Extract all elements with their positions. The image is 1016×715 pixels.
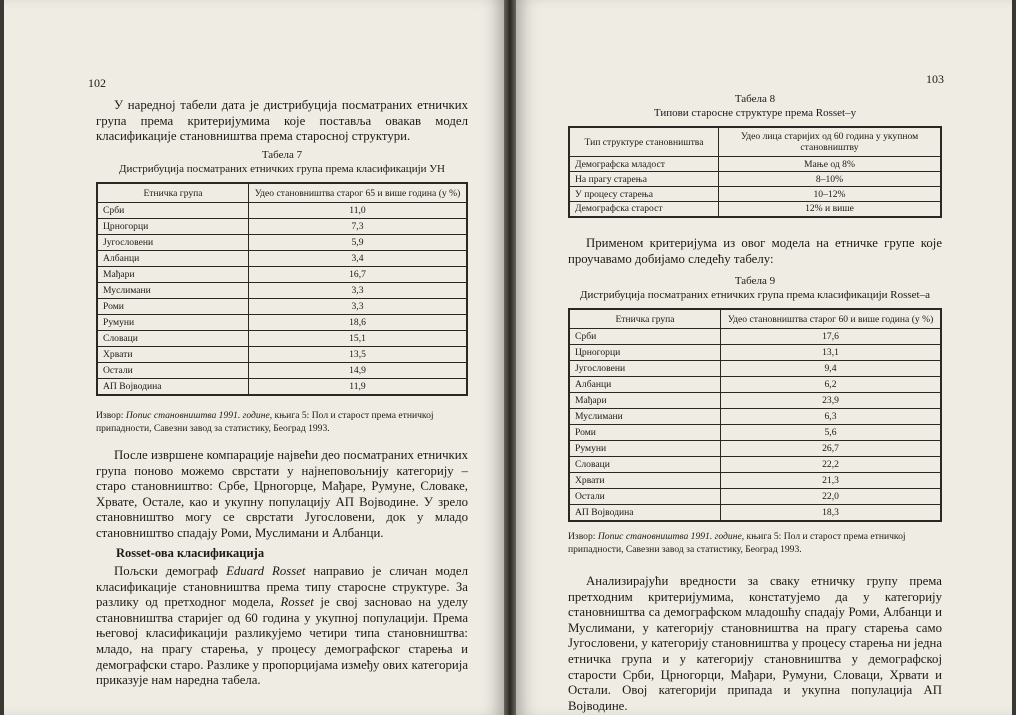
row-label: Срби [97, 203, 249, 219]
column-header: Удео становништва старог 60 и више година (у %) [721, 309, 942, 329]
paragraph: Анализирајући вредности за сваку етничку групу према претходним критеријумима, констатујемо да у категорију становништва са демографском младошћу спадају Роми, Албанци и Муслимани, у категорију становништва на прагу старења само Југословени, у категорију становништва у процесу старења ни једна етничка група и у категорију становништва у демографској старости Срби, Црногорци, Мађари, Румуни, Словаци, Хрвати и Остали. Овој категорији припада и укупна популација АП Војводине. [568, 574, 942, 713]
table-row [97, 251, 467, 267]
row-value: 13,5 [249, 347, 468, 363]
row-value: 9,4 [721, 361, 942, 377]
row-label: На прагу старења [569, 172, 719, 187]
row-value: 22,0 [721, 489, 942, 505]
table-9 [568, 308, 942, 522]
table-row [97, 363, 467, 379]
table-row [569, 172, 941, 187]
row-value: 10–12% [719, 187, 942, 202]
table-source: Извор: Попис становништва 1991. године, књига 5: Пол и старост према етничкој припадности, Савезни завод за статистику, Београд 1993. [96, 410, 434, 434]
row-label: АП Војводина [97, 379, 249, 395]
row-value: 6,2 [721, 377, 942, 393]
row-value: 22,2 [721, 457, 942, 473]
row-label: Црногорци [569, 345, 721, 361]
paragraph: Пољски демограф Eduard Rosset направио је сличан модел класификације становништва према типу старосне структуре. За разлику од претходног модела, Rosset је свој засновао на уделу становништва старијег од 60 година у укупној популацији. Према његовој класификацији разликујемо четири типа становништва: младо, на прагу старења, у процесу демографског старења и демографски старо. Разлике у пропорцијама између ових категорија приказује нам наредна табела. [96, 564, 468, 688]
table-row [97, 283, 467, 299]
table-row [97, 379, 467, 395]
table-label: Табела 7 [261, 149, 303, 161]
left-page [4, 0, 504, 715]
table-row [97, 235, 467, 251]
table-header-row [569, 127, 941, 157]
table-header-row [97, 183, 467, 203]
row-value: 26,7 [721, 441, 942, 457]
column-header: Удео лица старијих од 60 година у укупном становништву [719, 127, 942, 157]
table-row [569, 441, 941, 457]
table-header-row [569, 309, 941, 329]
column-header: Етничка група [569, 309, 721, 329]
row-value: 3,3 [249, 283, 468, 299]
row-label: Словаци [569, 457, 721, 473]
row-label: Југословени [97, 235, 249, 251]
section-heading: Rosset-ова класификација [116, 546, 265, 560]
table-row [569, 202, 941, 217]
table-row [569, 409, 941, 425]
book-gutter [504, 0, 516, 715]
table-8 [568, 126, 942, 218]
row-value: 11,9 [249, 379, 468, 395]
row-value: 21,3 [721, 473, 942, 489]
row-value: 11,0 [249, 203, 468, 219]
row-label: Албанци [97, 251, 249, 267]
row-label: Муслимани [569, 409, 721, 425]
paragraph: После извршене компарације највећи део посматраних етничких група поново можемо сврстати у најнеповољнију категорију – старо становништво: Србе, Црногорце, Мађаре, Румуне, Словаке, Хрвате, Остале, као и укупну популацију АП Војводине. У зрело становништво могу се сврстати Југословени, док у младо становништво спадају Роми, Муслимани и Албанци. [96, 448, 468, 540]
table-row [569, 425, 941, 441]
table-row [569, 377, 941, 393]
table-row [569, 473, 941, 489]
table-row [569, 393, 941, 409]
row-value: 5,6 [721, 425, 942, 441]
table-row [569, 361, 941, 377]
table-row [97, 331, 467, 347]
row-label: Остали [569, 489, 721, 505]
column-header: Удео становништва старог 65 и више година (у %) [249, 183, 468, 203]
row-value: 18,6 [249, 315, 468, 331]
right-page [516, 0, 1012, 715]
row-value: 13,1 [721, 345, 942, 361]
row-label: Хрвати [97, 347, 249, 363]
row-label: Словаци [97, 331, 249, 347]
table-title: Дистрибуција посматраних етничких група према класификацији УН [118, 163, 446, 175]
row-value: 5,9 [249, 235, 468, 251]
table-row [569, 345, 941, 361]
row-label: Мађари [569, 393, 721, 409]
row-label: Демографска старост [569, 202, 719, 217]
intro-paragraph: Применом критеријума из овог модела на етничке групе које проучавамо добијамо следећу табелу: [568, 236, 942, 266]
row-value: 17,6 [721, 329, 942, 345]
column-header: Етничка група [97, 183, 249, 203]
table-row [97, 267, 467, 283]
table-row [569, 329, 941, 345]
row-label: Југословени [569, 361, 721, 377]
intro-paragraph: У наредној табели дата је дистрибуција посматраних етничких група према критеријумима које поставља овакав модел класификације становништва према старосној структури. [96, 98, 468, 144]
row-label: Црногорци [97, 219, 249, 235]
row-label: Срби [569, 329, 721, 345]
column-header: Тип структуре становништва [569, 127, 719, 157]
row-label: Хрвати [569, 473, 721, 489]
row-label: Муслимани [97, 283, 249, 299]
table-row [569, 187, 941, 202]
row-label: Роми [569, 425, 721, 441]
table-title: Дистрибуција посматраних етничких група према класификацији Rosset–а [579, 289, 930, 301]
table-row [569, 157, 941, 172]
row-value: 23,9 [721, 393, 942, 409]
table-label: Табела 8 [734, 93, 776, 105]
row-value: 18,3 [721, 505, 942, 521]
table-label: Табела 9 [734, 275, 776, 287]
table-source: Извор: Попис становништва 1991. године, књига 5: Пол и старост према етничкој припадности, Савезни завод за статистику, Београд 1993. [568, 531, 906, 555]
row-value: Мање од 8% [719, 157, 942, 172]
row-label: Румуни [569, 441, 721, 457]
table-row [97, 347, 467, 363]
row-value: 6,3 [721, 409, 942, 425]
row-label: Остали [97, 363, 249, 379]
row-label: У процесу старења [569, 187, 719, 202]
table-row [97, 315, 467, 331]
row-label: АП Војводина [569, 505, 721, 521]
table-row [97, 299, 467, 315]
table-row [97, 219, 467, 235]
row-label: Албанци [569, 377, 721, 393]
table-row [569, 505, 941, 521]
table-title: Типови старосне структуре према Rosset–у [653, 107, 857, 119]
row-label: Румуни [97, 315, 249, 331]
row-value: 15,1 [249, 331, 468, 347]
row-value: 14,9 [249, 363, 468, 379]
row-label: Роми [97, 299, 249, 315]
row-value: 7,3 [249, 219, 468, 235]
table-row [569, 457, 941, 473]
row-label: Демографска младост [569, 157, 719, 172]
row-value: 16,7 [249, 267, 468, 283]
table-row [569, 489, 941, 505]
page-number: 103 [926, 72, 944, 86]
table-7 [96, 182, 468, 396]
row-value: 8–10% [719, 172, 942, 187]
row-label: Мађари [97, 267, 249, 283]
page-number: 102 [88, 76, 106, 90]
row-value: 3,3 [249, 299, 468, 315]
row-value: 3,4 [249, 251, 468, 267]
table-row [97, 203, 467, 219]
row-value: 12% и више [719, 202, 942, 217]
